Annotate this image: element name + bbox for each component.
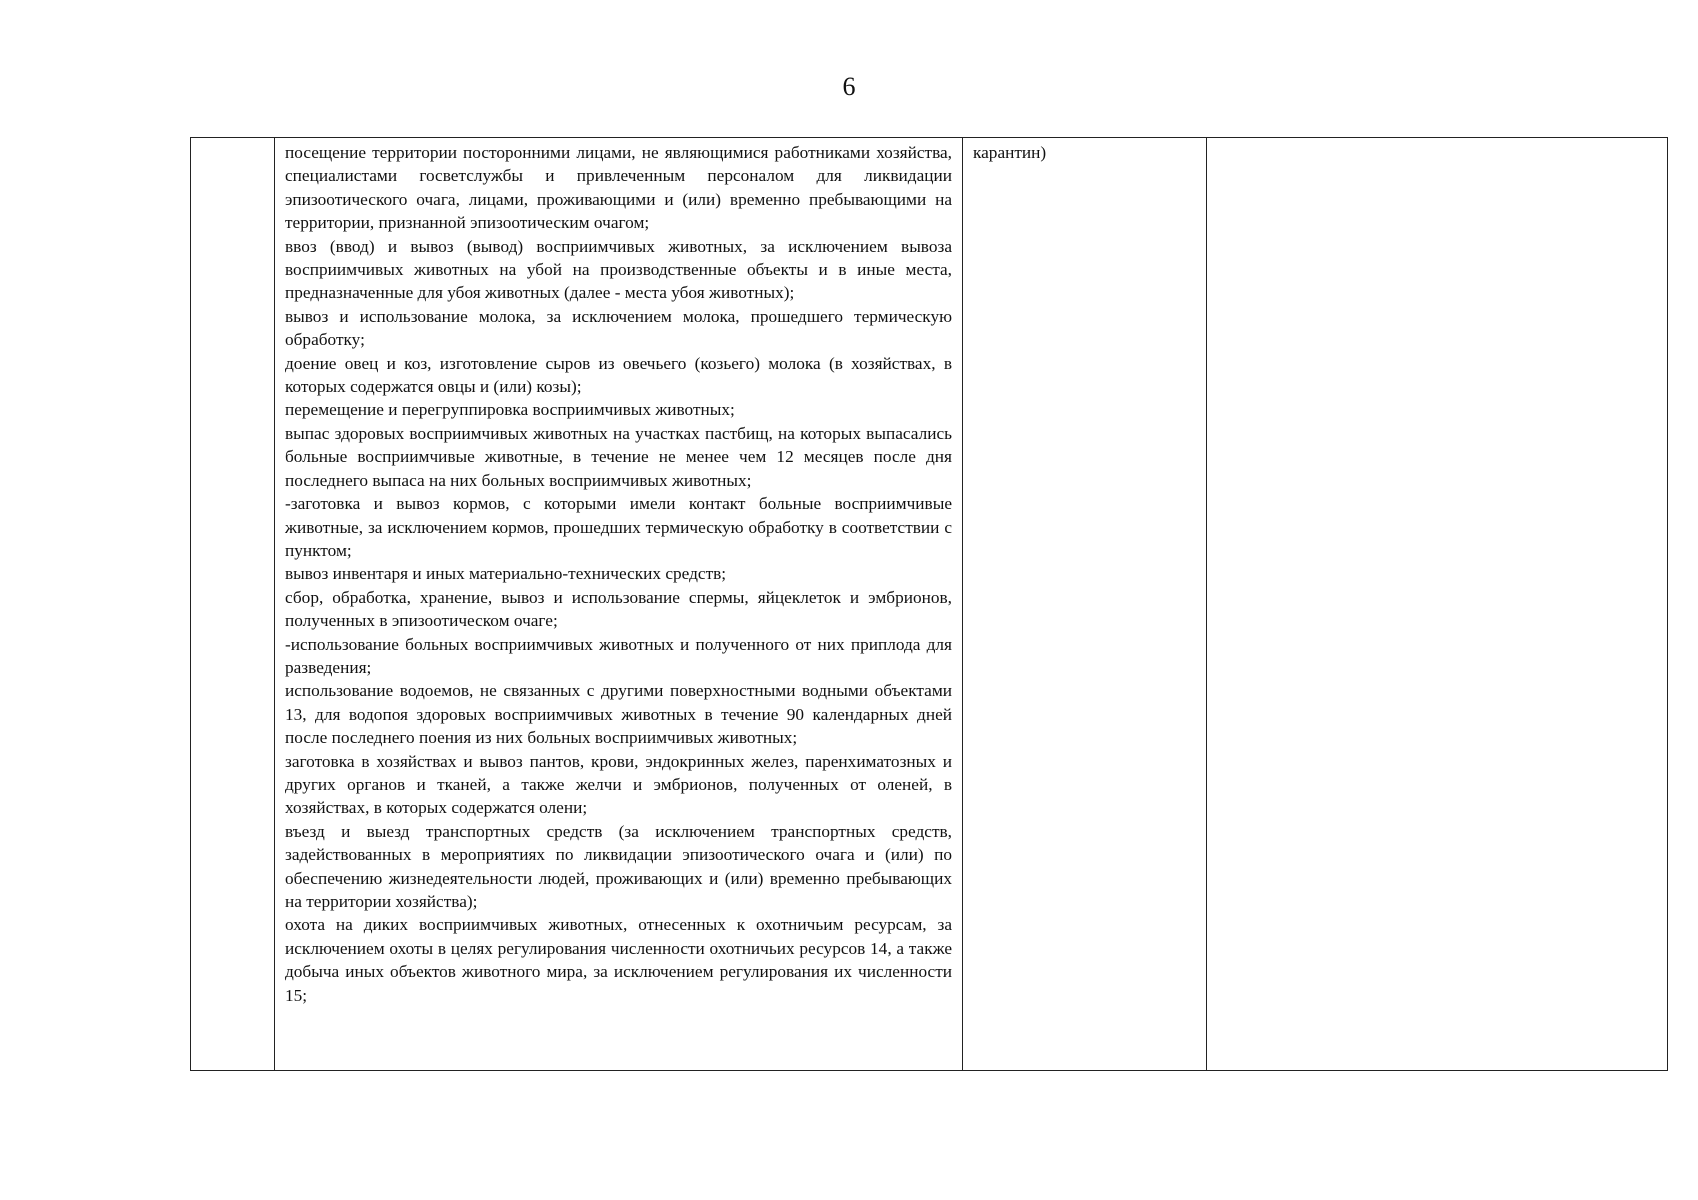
measure-item: сбор, обработка, хранение, вывоз и использование спермы, яйцеклеток и эмбрионов, полученных в эпизоотическом очаге; (285, 587, 952, 631)
restrictions-table (190, 137, 1668, 1071)
measure-item: заготовка в хозяйствах и вывоз пантов, крови, эндокринных желез, паренхиматозных и других органов и тканей, а также желчи и эмбрионов, полученных от оленей, в хозяйствах, в которых содержатся олени; (285, 751, 952, 818)
notes-cell (1207, 138, 1668, 1071)
measure-item: выпас здоровых восприимчивых животных на участках пастбищ, на которых выпасались больные восприимчивые животные, в течение не менее чем 12 месяцев после дня последнего выпаса на них больных восприимчивых животных; (285, 423, 952, 490)
measure-item: использование водоемов, не связанных с другими поверхностными водными объектами 13, для водопоя здоровых восприимчивых животных в течение 90 календарных дней после последнего поения из них больных восприимчивых животных; (285, 681, 952, 748)
measures-cell (275, 138, 963, 1071)
table-row (191, 138, 1668, 1071)
measure-item: доение овец и коз, изготовление сыров из овечьего (козьего) молока (в хозяйствах, в которых содержатся овцы и (или) козы); (285, 353, 952, 397)
measure-item: ввоз (ввод) и вывоз (вывод) восприимчивых животных, за исключением вывоза восприимчивых животных на убой на производственные объекты и в иные места, предназначенные для убоя животных (далее - места убоя животных); (285, 236, 952, 303)
measure-item: вывоз и использование молока, за исключением молока, прошедшего термическую обработку; (285, 306, 952, 350)
page-number: 6 (842, 72, 856, 101)
status-cell: карантин) (963, 138, 1207, 1071)
measure-item: -заготовка и вывоз кормов, с которыми имели контакт больные восприимчивые животные, за исключением кормов, прошедших термическую обработку в соответствии с пунктом; (285, 494, 952, 560)
measure-item: посещение территории посторонними лицами, не являющимися работниками хозяйства, специалистами госветслужбы и привлеченным персоналом для ликвидации эпизоотического очага, лицами, проживающими и (или) временно пребывающими на территории, признанной эпизоотическим очагом; (285, 143, 952, 233)
row-number-cell (191, 138, 275, 1071)
measure-item: перемещение и перегруппировка восприимчивых животных; (285, 400, 735, 420)
measure-item: охота на диких восприимчивых животных, отнесенных к охотничьим ресурсам, за исключением охоты в целях регулирования численности охотничьих ресурсов 14, а также добыча иных объектов животного мира, за исключением регулирования их численности 15; (285, 915, 952, 1005)
measure-item: въезд и выезд транспортных средств (за исключением транспортных средств, задействованных в мероприятиях по ликвидации эпизоотического очага и (или) по обеспечению жизнедеятельности людей, проживающих и (или) временно пребывающих на территории хозяйства); (285, 821, 952, 911)
measure-item: -использование больных восприимчивых животных и полученного от них приплода для разведения; (285, 634, 952, 677)
measure-item: вывоз инвентаря и иных материально-технических средств; (285, 564, 727, 584)
